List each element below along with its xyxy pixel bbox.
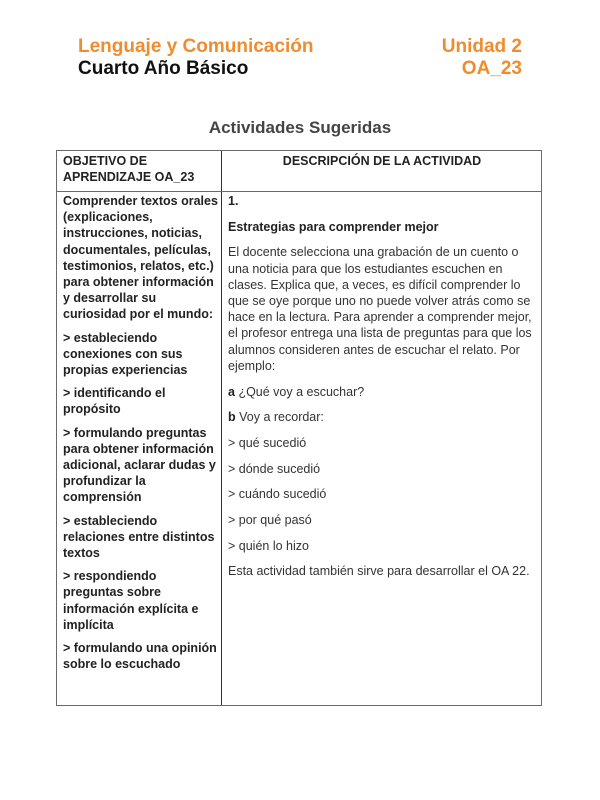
unit-label: Unidad 2 bbox=[441, 36, 522, 57]
recall-item: > cuándo sucedió bbox=[228, 487, 327, 502]
objective-item: > estableciendo conexiones con sus propias experiencias bbox=[63, 330, 188, 378]
objective-item: > identificando el propósito bbox=[63, 386, 166, 417]
header-row-divider bbox=[57, 191, 541, 192]
question-a bbox=[228, 384, 538, 400]
recall-item: > por qué pasó bbox=[228, 513, 312, 528]
activity-cell bbox=[228, 193, 538, 589]
section-title: Actividades Sugeridas bbox=[208, 118, 392, 137]
header-row-bottom bbox=[78, 58, 522, 80]
recall-item: > qué sucedió bbox=[228, 435, 307, 450]
column-header-objective: OBJETIVO DE APRENDIZAJE OA_23 bbox=[63, 154, 195, 184]
recall-item: > dónde sucedió bbox=[228, 461, 321, 476]
objective-item: > estableciendo relaciones entre distintos textos bbox=[63, 513, 215, 561]
activities-table bbox=[56, 150, 542, 706]
recall-item: > quién lo hizo bbox=[228, 538, 309, 553]
question-a-label: a bbox=[228, 384, 235, 399]
activity-number: 1. bbox=[228, 194, 239, 208]
question-b-label: b bbox=[228, 410, 236, 425]
subject-title: Lenguaje y Comunicación bbox=[78, 36, 314, 57]
oa-code: OA_23 bbox=[461, 58, 522, 79]
question-b-text: Voy a recordar: bbox=[239, 410, 324, 425]
column-divider bbox=[221, 151, 222, 705]
objective-item: > formulando una opinión sobre lo escuchado bbox=[63, 641, 217, 672]
objective-item: > respondiendo preguntas sobre información explícita e implícita bbox=[63, 569, 199, 632]
question-a-text: ¿Qué voy a escuchar? bbox=[238, 384, 365, 399]
objective-intro: Comprender textos orales (explicaciones, instrucciones, noticias, documentales, películas, testimonios, relatos, etc.) para obtener información y desarrollar su curiosidad por el mundo: bbox=[63, 194, 218, 322]
activity-closing: Esta actividad también sirve para desarrollar el OA 22. bbox=[228, 564, 530, 579]
header-row-top bbox=[78, 36, 522, 58]
activity-description: El docente selecciona una grabación de un cuento o una noticia para que los estudiantes escuchen en clases. Explica que, a veces, es difícil comprender lo que se oye porque uno no puede volver atrás como se hace en la lectura. Para aprender a comprender mejor, el profesor entrega una lista de preguntas para que los alumnos consideren antes de escuchar el relato. Por ejemplo: bbox=[228, 245, 532, 373]
objective-cell bbox=[63, 193, 219, 679]
column-header-description: DESCRIPCIÓN DE LA ACTIVIDAD bbox=[282, 154, 482, 168]
question-b bbox=[228, 409, 538, 425]
grade-label: Cuarto Año Básico bbox=[78, 58, 249, 79]
activity-title: Estrategias para comprender mejor bbox=[228, 219, 439, 234]
objective-item: > formulando preguntas para obtener información adicional, aclarar dudas y profundizar la comprensión bbox=[63, 425, 216, 505]
document-header bbox=[78, 36, 522, 80]
